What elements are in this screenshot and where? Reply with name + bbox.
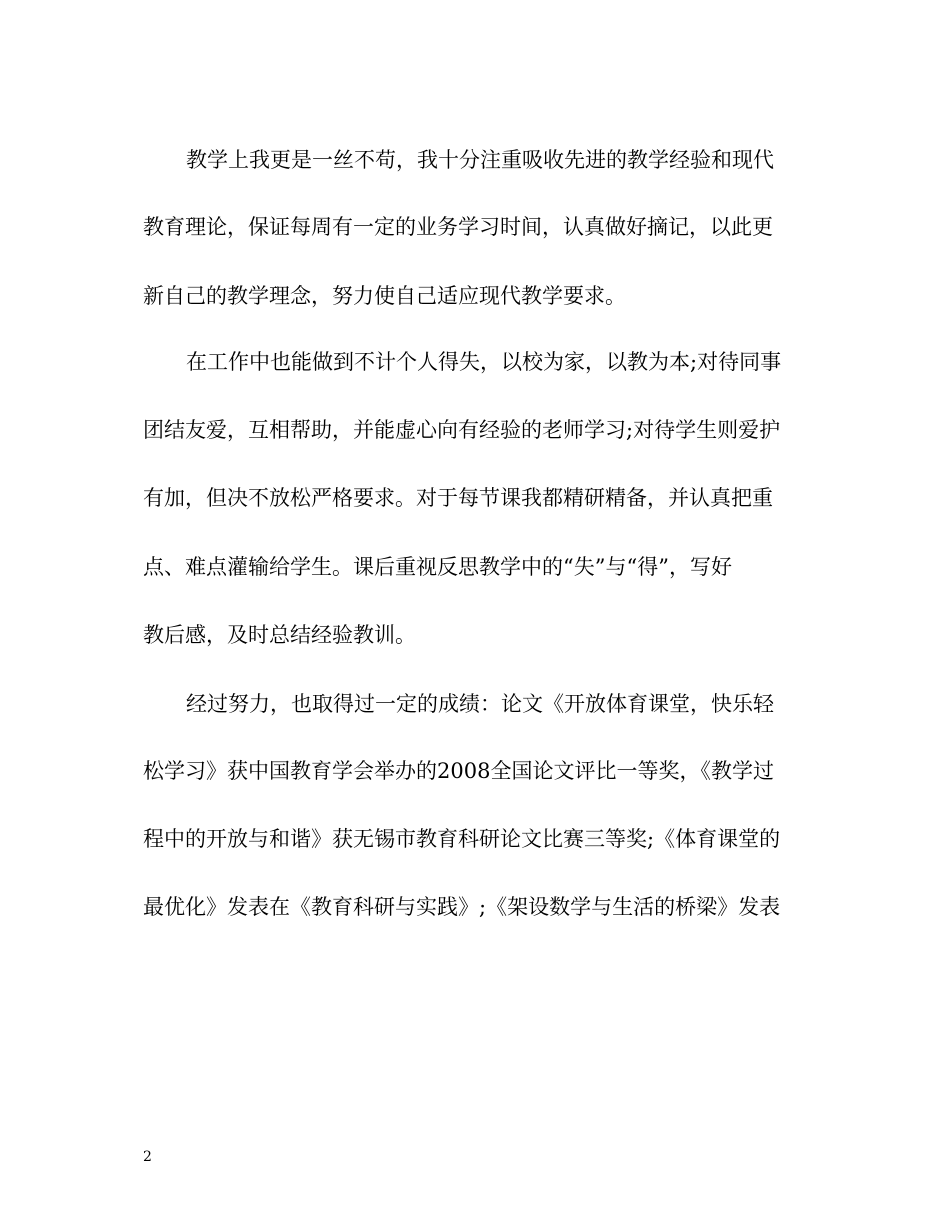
paragraph-1-line-3: 新自己的教学理念，努力使自己适应现代教学要求。 <box>143 284 626 308</box>
paragraph-2-line-2: 团结友爱，互相帮助，并能虚心向有经验的老师学习;对待学生则爱护 <box>143 418 781 442</box>
paragraph-3-line-3: 程中的开放与和谐》获无锡市教育科研论文比赛三等奖;《体育课堂的 <box>143 827 781 851</box>
paragraph-2-line-1: 在工作中也能做到不计个人得失，以校为家，以教为本;对待同事 <box>186 350 782 374</box>
paragraph-3-line-4: 最优化》发表在《教育科研与实践》;《架设数学与生活的桥梁》发表 <box>143 895 781 919</box>
paragraph-3-line-1: 经过努力，也取得过一定的成绩：论文《开放体育课堂，快乐轻 <box>186 692 774 716</box>
paragraph-3-line-2: 松学习》获中国教育学会举办的2008全国论文评比一等奖，《教学过 <box>143 759 774 783</box>
paragraph-1-line-2: 教育理论，保证每周有一定的业务学习时间，认真做好摘记，以此更 <box>143 215 773 239</box>
paragraph-2-line-4: 点、难点灌输给学生。课后重视反思教学中的“失”与“得”，写好 <box>143 555 732 579</box>
paragraph-1-line-1: 教学上我更是一丝不苟，我十分注重吸收先进的教学经验和现代 <box>186 148 774 172</box>
paragraph-2-line-3: 有加，但决不放松严格要求。对于每节课我都精研精备，并认真把重 <box>143 486 773 510</box>
page-number: 2 <box>143 1149 152 1165</box>
paragraph-2-line-5: 教后感，及时总结经验教训。 <box>143 623 416 647</box>
